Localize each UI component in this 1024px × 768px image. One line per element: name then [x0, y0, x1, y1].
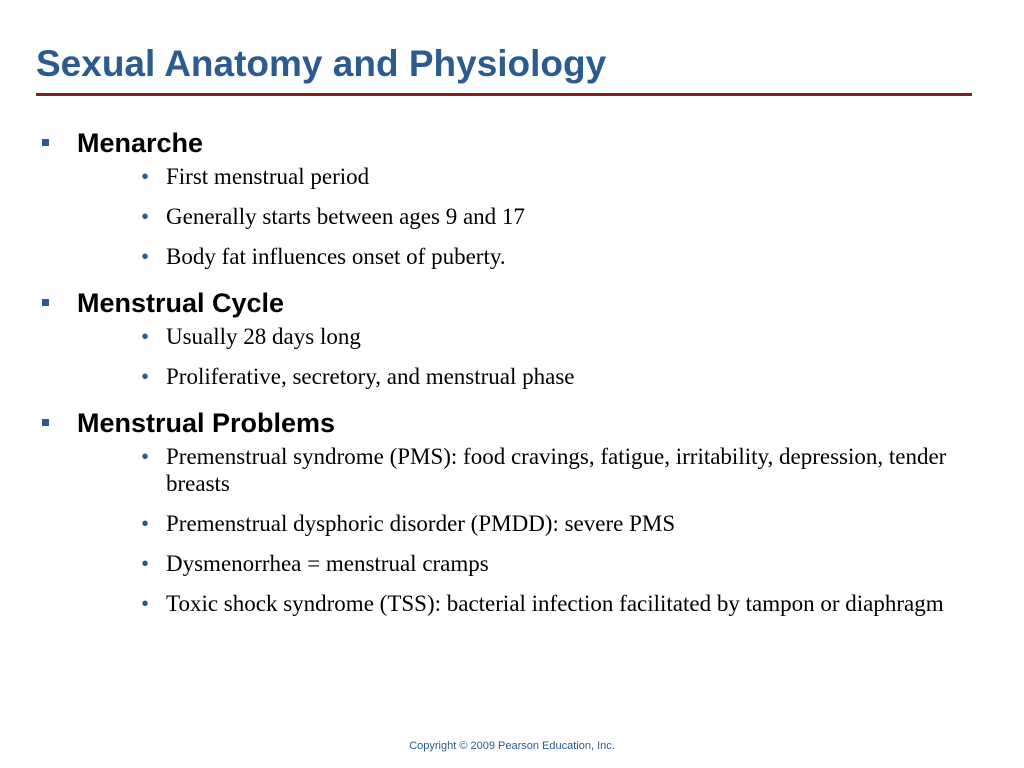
bullet-item: [40, 243, 966, 270]
square-bullet-icon: [42, 419, 49, 426]
bullet-text: Proliferative, secretory, and menstrual phase: [166, 364, 575, 389]
slide-title: Sexual Anatomy and Physiology: [36, 43, 607, 84]
section-heading-row: [40, 123, 990, 163]
bullet-text: Dysmenorrhea = menstrual cramps: [166, 551, 489, 576]
bullet-item: [40, 203, 966, 230]
section-heading-row: [40, 283, 990, 323]
square-bullet-icon: [42, 139, 49, 146]
bullet-item: [40, 590, 966, 617]
bullet-text: Usually 28 days long: [166, 324, 361, 349]
bullet-item: [40, 363, 966, 390]
bullet-dot-icon: •: [141, 324, 150, 349]
bullet-list: [40, 163, 990, 270]
bullet-dot-icon: •: [141, 164, 150, 189]
bullet-text: Premenstrual syndrome (PMS): food cravings, fatigue, irritability, depression, tender breasts: [166, 444, 947, 496]
section-heading: Menstrual Problems: [77, 408, 336, 438]
bullet-item: [40, 443, 966, 497]
bullet-dot-icon: •: [141, 551, 150, 576]
slide-content: [40, 123, 990, 630]
section-menarche: [40, 123, 990, 270]
bullet-item: [40, 510, 966, 537]
section-heading-row: [40, 403, 990, 443]
bullet-text: Toxic shock syndrome (TSS): bacterial infection facilitated by tampon or diaphragm: [166, 591, 944, 616]
bullet-item: [40, 163, 966, 190]
section-menstrual-cycle: [40, 283, 990, 390]
section-heading: Menarche: [77, 128, 204, 158]
bullet-text: Premenstrual dysphoric disorder (PMDD): severe PMS: [166, 511, 676, 536]
bullet-list: [40, 323, 990, 390]
bullet-text: First menstrual period: [166, 164, 370, 189]
copyright-footer: Copyright © 2009 Pearson Education, Inc.: [409, 740, 615, 752]
bullet-dot-icon: •: [141, 364, 150, 389]
section-heading: Menstrual Cycle: [77, 288, 285, 318]
bullet-dot-icon: •: [141, 591, 150, 616]
bullet-list: [40, 443, 990, 617]
bullet-item: [40, 323, 966, 350]
bullet-dot-icon: •: [141, 204, 150, 229]
bullet-text: Generally starts between ages 9 and 17: [166, 204, 525, 229]
bullet-item: [40, 550, 966, 577]
bullet-dot-icon: •: [141, 511, 150, 536]
section-menstrual-problems: [40, 403, 990, 617]
bullet-dot-icon: •: [141, 444, 150, 469]
square-bullet-icon: [42, 299, 49, 306]
bullet-dot-icon: •: [141, 244, 150, 269]
bullet-text: Body fat influences onset of puberty.: [166, 244, 506, 269]
title-divider: [36, 93, 972, 96]
